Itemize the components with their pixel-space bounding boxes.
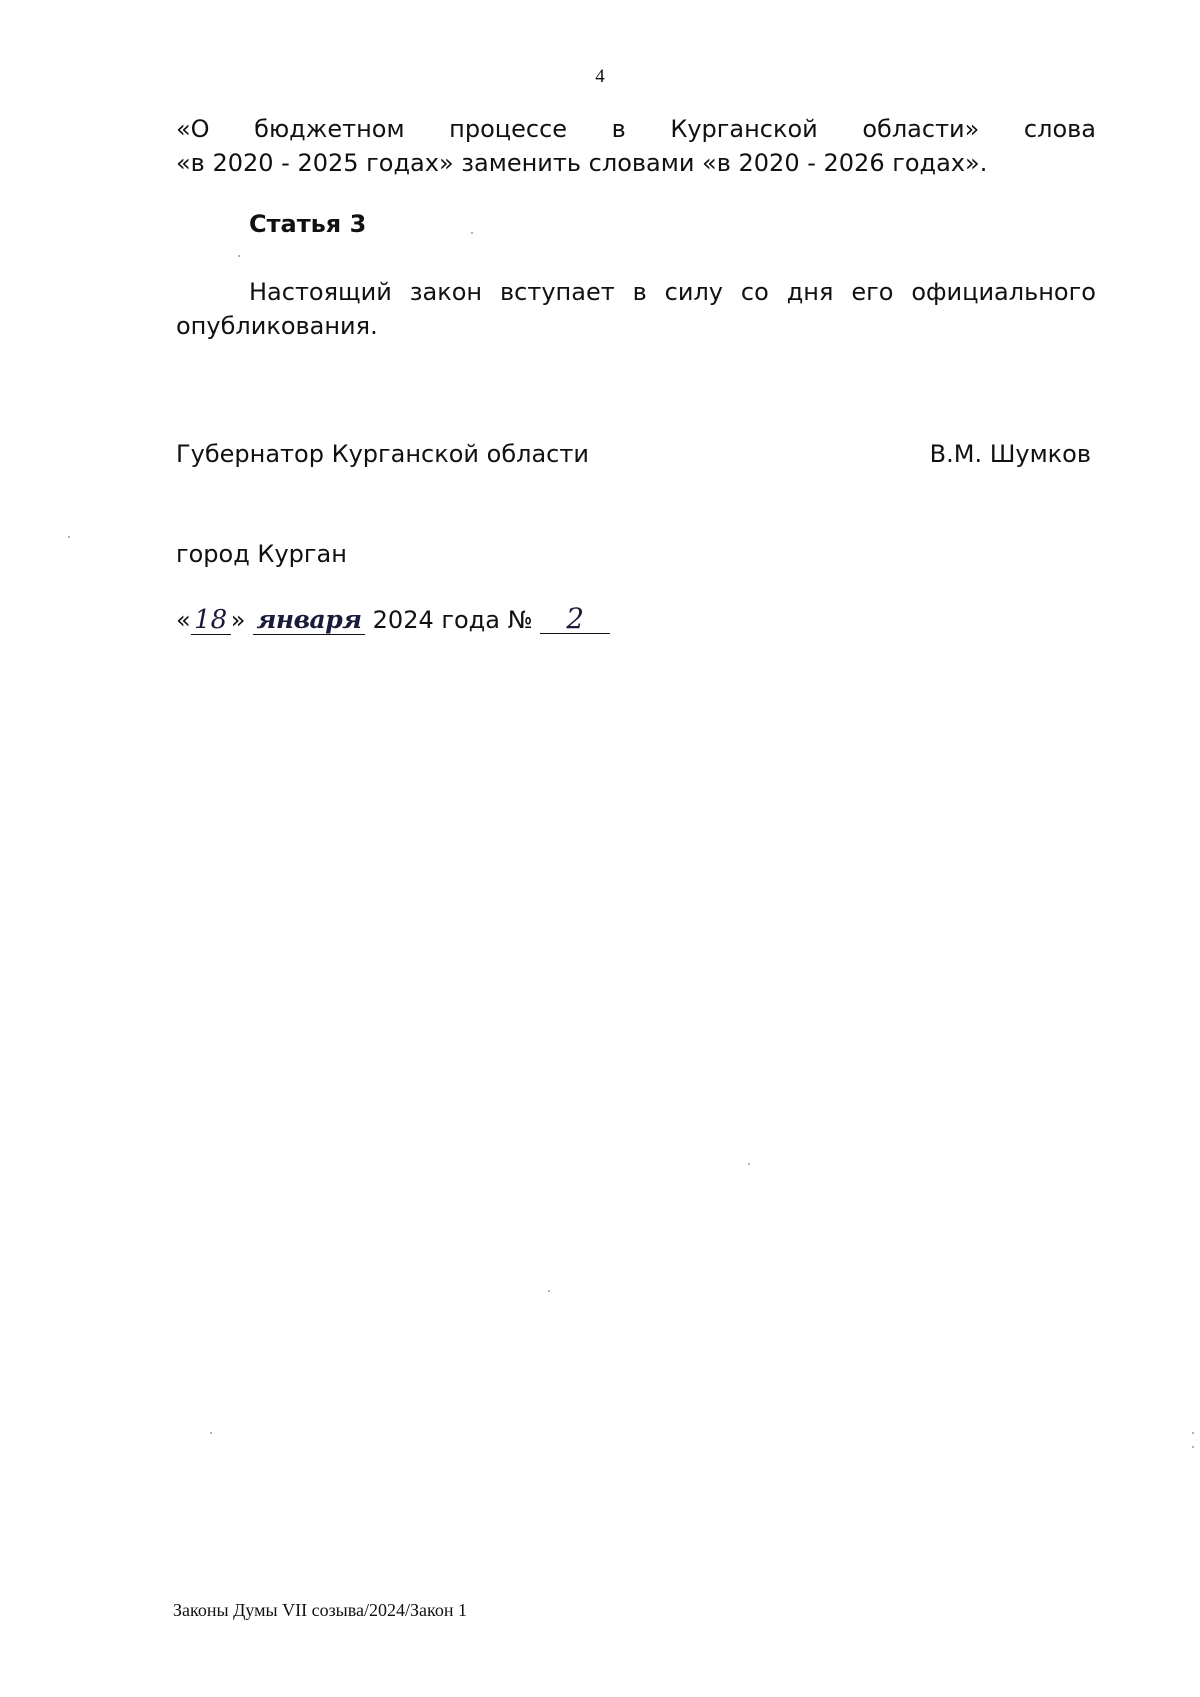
handwritten-day: 18 — [191, 606, 231, 635]
amendment-line-2: «в 2020 - 2025 годах» заменить словами «в 2020 - 2026 годах». — [176, 149, 988, 177]
amendment-paragraph — [176, 112, 1096, 180]
signature-block — [176, 440, 1091, 468]
signatory-title: Губернатор Курганской области — [176, 440, 589, 468]
word: процессе — [449, 115, 568, 143]
scan-speck — [68, 536, 70, 538]
scan-speck — [1192, 1432, 1194, 1434]
article-3-paragraph — [176, 275, 1096, 343]
word: области» — [862, 115, 980, 143]
word: бюджетном — [254, 115, 405, 143]
word: вступает — [500, 278, 615, 306]
word: официального — [911, 278, 1096, 306]
word: со — [740, 278, 769, 306]
word: Настоящий — [249, 278, 392, 306]
word: слова — [1023, 115, 1096, 143]
word: «О — [176, 115, 210, 143]
page-number: 4 — [595, 66, 605, 87]
scan-speck — [471, 232, 473, 234]
handwritten-month: января — [253, 606, 365, 635]
scan-speck — [210, 1432, 212, 1434]
city-line: город Курган — [176, 540, 347, 568]
handwritten-law-number: 2 — [540, 605, 610, 634]
word: Курганской — [670, 115, 818, 143]
date-number-line — [176, 602, 610, 638]
scan-speck — [1192, 1446, 1194, 1448]
word: дня — [786, 278, 834, 306]
word: его — [851, 278, 894, 306]
article-3-line-2: опубликования. — [176, 312, 378, 340]
word: закон — [409, 278, 483, 306]
quote-open: « — [176, 606, 191, 634]
year-and-number-label: 2024 года № — [372, 606, 533, 634]
amendment-line-1 — [176, 112, 1096, 146]
quote-close: » — [230, 606, 246, 634]
article-3-line-1 — [176, 275, 1096, 309]
word: силу — [664, 278, 723, 306]
scan-speck — [548, 1290, 550, 1292]
word: в — [632, 278, 647, 306]
word: в — [611, 115, 626, 143]
scan-speck — [748, 1163, 750, 1165]
scan-speck — [238, 255, 240, 257]
footer-reference: Законы Думы VII созыва/2024/Закон 1 — [173, 1600, 467, 1620]
signatory-name: В.М. Шумков — [929, 440, 1091, 468]
article-heading: Статья 3 — [249, 210, 367, 238]
